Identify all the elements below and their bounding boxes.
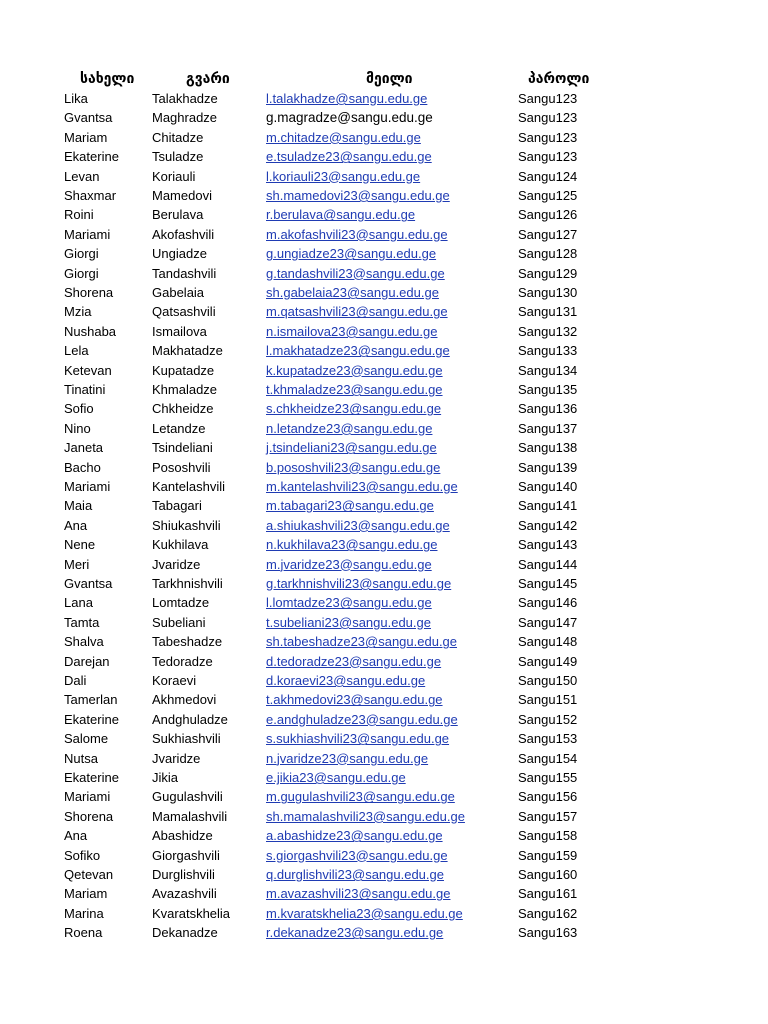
table-row bbox=[0, 613, 768, 632]
email-link[interactable]: s.chkheidze23@sangu.edu.ge bbox=[266, 401, 442, 417]
cell-email bbox=[266, 264, 445, 283]
email-link[interactable]: sh.gabelaia23@sangu.edu.ge bbox=[266, 285, 439, 300]
cell-first-name: Maia bbox=[64, 498, 93, 514]
cell-password: Sangu136 bbox=[518, 401, 578, 417]
cell-password: Sangu143 bbox=[518, 537, 578, 553]
table-row bbox=[0, 884, 768, 903]
cell-email bbox=[266, 749, 428, 768]
cell-last-name: Tsindeliani bbox=[152, 440, 213, 456]
cell-last-name: Berulava bbox=[152, 207, 204, 223]
cell-password: Sangu125 bbox=[518, 188, 578, 203]
cell-email bbox=[266, 322, 437, 341]
email-link[interactable]: g.ungiadze23@sangu.edu.ge bbox=[266, 246, 437, 262]
header-email: მეილი bbox=[366, 71, 413, 87]
table-row bbox=[0, 768, 768, 787]
cell-first-name: Giorgi bbox=[64, 246, 99, 262]
table-row bbox=[0, 555, 768, 574]
cell-last-name: Makhatadze bbox=[152, 343, 223, 359]
cell-password: Sangu147 bbox=[518, 614, 578, 630]
table-row bbox=[0, 147, 768, 166]
cell-first-name: Janeta bbox=[64, 440, 104, 456]
cell-last-name: Tandashvili bbox=[152, 265, 217, 281]
table-row bbox=[0, 477, 768, 496]
email-link[interactable]: m.kvaratskhelia23@sangu.edu.ge bbox=[266, 905, 463, 921]
email-link[interactable]: n.ismailova23@sangu.edu.ge bbox=[266, 323, 438, 339]
email-link[interactable]: k.kupatadze23@sangu.edu.ge bbox=[266, 362, 443, 378]
cell-last-name: Mamalashvili bbox=[152, 808, 228, 824]
email-link[interactable]: m.gugulashvili23@sangu.edu.ge bbox=[266, 789, 455, 805]
cell-first-name: Ana bbox=[64, 828, 88, 844]
table-row bbox=[0, 690, 768, 709]
table-row bbox=[0, 108, 768, 127]
cell-first-name: Sofio bbox=[64, 401, 94, 417]
cell-password: Sangu161 bbox=[518, 886, 578, 902]
email-link[interactable]: m.kantelashvili23@sangu.edu.ge bbox=[266, 479, 458, 494]
table-row bbox=[0, 361, 768, 380]
cell-first-name: Tinatini bbox=[64, 382, 106, 397]
cell-last-name: Dekanadze bbox=[152, 925, 218, 941]
cell-email bbox=[266, 535, 438, 554]
cell-last-name: Tabagari bbox=[152, 498, 202, 514]
email-link[interactable]: t.subeliani23@sangu.edu.ge bbox=[266, 614, 431, 630]
email-link[interactable]: m.jvaridze23@sangu.edu.ge bbox=[266, 556, 432, 572]
cell-email bbox=[266, 361, 443, 380]
email-link[interactable]: r.berulava@sangu.edu.ge bbox=[266, 207, 416, 223]
table-row bbox=[0, 205, 768, 224]
cell-first-name: Lika bbox=[64, 91, 88, 106]
table-row bbox=[0, 458, 768, 477]
cell-email bbox=[266, 690, 443, 709]
cell-last-name: Tabeshadze bbox=[152, 634, 223, 650]
cell-password: Sangu142 bbox=[518, 517, 578, 533]
cell-password: Sangu126 bbox=[518, 207, 578, 223]
cell-password: Sangu123 bbox=[518, 91, 578, 106]
table-row bbox=[0, 186, 768, 205]
cell-first-name: Nutsa bbox=[64, 750, 98, 766]
cell-first-name: Ekaterine bbox=[64, 711, 119, 727]
header-password: პაროლი bbox=[528, 71, 590, 87]
email-link[interactable]: s.giorgashvili23@sangu.edu.ge bbox=[266, 847, 448, 863]
table-row bbox=[0, 89, 768, 108]
cell-password: Sangu141 bbox=[518, 498, 578, 514]
email-link[interactable]: b.pososhvili23@sangu.edu.ge bbox=[266, 459, 441, 475]
cell-password: Sangu130 bbox=[518, 285, 578, 300]
cell-email bbox=[266, 574, 451, 593]
cell-first-name: Ketevan bbox=[64, 362, 112, 378]
table-row bbox=[0, 322, 768, 341]
cell-first-name: Salome bbox=[64, 731, 109, 747]
cell-password: Sangu156 bbox=[518, 789, 578, 805]
cell-last-name: Jvaridze bbox=[152, 556, 201, 572]
cell-password: Sangu132 bbox=[518, 323, 578, 339]
cell-last-name: Shiukashvili bbox=[152, 517, 221, 533]
cell-email bbox=[266, 671, 425, 690]
email-link[interactable]: l.lomtadze23@sangu.edu.ge bbox=[266, 595, 432, 611]
cell-last-name: Kukhilava bbox=[152, 537, 209, 553]
cell-email bbox=[266, 108, 433, 127]
cell-last-name: Lomtadze bbox=[152, 595, 210, 611]
cell-password: Sangu157 bbox=[518, 808, 578, 824]
cell-email bbox=[266, 167, 420, 186]
table-row bbox=[0, 826, 768, 845]
table-row bbox=[0, 749, 768, 768]
email-link[interactable]: m.avazashvili23@sangu.edu.ge bbox=[266, 886, 451, 902]
cell-last-name: Tsuladze bbox=[152, 149, 204, 165]
cell-last-name: Akhmedovi bbox=[152, 692, 217, 708]
cell-password: Sangu133 bbox=[518, 343, 578, 359]
cell-password: Sangu148 bbox=[518, 634, 578, 650]
email-link[interactable]: r.dekanadze23@sangu.edu.ge bbox=[266, 925, 444, 941]
email-link[interactable]: d.tedoradze23@sangu.edu.ge bbox=[266, 653, 442, 669]
email-link[interactable]: g.tandashvili23@sangu.edu.ge bbox=[266, 265, 445, 281]
cell-last-name: Khmaladze bbox=[152, 382, 218, 397]
cell-first-name: Ekaterine bbox=[64, 149, 119, 165]
cell-last-name: Kantelashvili bbox=[152, 479, 225, 494]
cell-last-name: Chkheidze bbox=[152, 401, 214, 417]
cell-password: Sangu151 bbox=[518, 692, 578, 708]
cell-email bbox=[266, 458, 440, 477]
cell-first-name: Mariam bbox=[64, 886, 108, 902]
cell-first-name: Qetevan bbox=[64, 867, 114, 882]
cell-email bbox=[266, 593, 432, 612]
cell-email bbox=[266, 477, 458, 496]
table-row bbox=[0, 264, 768, 283]
cell-email bbox=[266, 826, 443, 845]
email-link[interactable]: e.tsuladze23@sangu.edu.ge bbox=[266, 149, 432, 165]
cell-password: Sangu153 bbox=[518, 731, 578, 747]
cell-first-name: Mariam bbox=[64, 129, 108, 145]
cell-last-name: Gabelaia bbox=[152, 285, 205, 300]
cell-password: Sangu134 bbox=[518, 362, 578, 378]
table-row bbox=[0, 535, 768, 554]
cell-last-name: Mamedovi bbox=[152, 188, 212, 203]
cell-first-name: Dali bbox=[64, 673, 87, 688]
cell-email bbox=[266, 787, 455, 806]
cell-email bbox=[266, 710, 458, 729]
cell-first-name: Shorena bbox=[64, 808, 114, 824]
cell-password: Sangu158 bbox=[518, 828, 578, 844]
email-text: g.magradze@sangu.edu.ge bbox=[266, 110, 433, 126]
cell-last-name: Subeliani bbox=[152, 614, 206, 630]
table-row bbox=[0, 923, 768, 942]
cell-password: Sangu163 bbox=[518, 925, 578, 941]
cell-email bbox=[266, 244, 436, 263]
cell-last-name: Letandze bbox=[152, 420, 206, 436]
table-row bbox=[0, 729, 768, 748]
email-link[interactable]: n.kukhilava23@sangu.edu.ge bbox=[266, 537, 438, 553]
table-row bbox=[0, 438, 768, 457]
cell-password: Sangu160 bbox=[518, 867, 578, 882]
table-row bbox=[0, 341, 768, 360]
table-row bbox=[0, 167, 768, 186]
email-link[interactable]: j.tsindeliani23@sangu.edu.ge bbox=[266, 440, 437, 456]
cell-first-name: Lana bbox=[64, 595, 93, 611]
cell-last-name: Koriauli bbox=[152, 168, 196, 184]
table-row bbox=[0, 632, 768, 651]
table-row bbox=[0, 516, 768, 535]
table-row bbox=[0, 380, 768, 399]
cell-password: Sangu159 bbox=[518, 847, 578, 863]
cell-password: Sangu131 bbox=[518, 304, 578, 320]
cell-first-name: Mariami bbox=[64, 789, 111, 805]
cell-first-name: Roini bbox=[64, 207, 94, 223]
cell-first-name: Tamerlan bbox=[64, 692, 118, 708]
email-link[interactable]: t.akhmedovi23@sangu.edu.ge bbox=[266, 692, 443, 708]
email-link[interactable]: m.chitadze@sangu.edu.ge bbox=[266, 129, 421, 145]
cell-password: Sangu162 bbox=[518, 905, 578, 921]
cell-last-name: Qatsashvili bbox=[152, 304, 216, 320]
cell-first-name: Gvantsa bbox=[64, 576, 113, 591]
cell-email bbox=[266, 419, 432, 438]
table-row bbox=[0, 496, 768, 515]
header-last-name: გვარი bbox=[186, 71, 230, 87]
cell-password: Sangu150 bbox=[518, 673, 578, 688]
cell-last-name: Kvaratskhelia bbox=[152, 905, 231, 921]
cell-password: Sangu129 bbox=[518, 265, 578, 281]
cell-password: Sangu137 bbox=[518, 420, 578, 436]
table-row bbox=[0, 846, 768, 865]
cell-email bbox=[266, 186, 450, 205]
cell-last-name: Gugulashvili bbox=[152, 789, 223, 805]
table-row bbox=[0, 302, 768, 321]
cell-first-name: Darejan bbox=[64, 653, 110, 669]
cell-email bbox=[266, 846, 448, 865]
cell-last-name: Chitadze bbox=[152, 129, 204, 145]
email-link[interactable]: sh.mamedovi23@sangu.edu.ge bbox=[266, 188, 450, 203]
cell-last-name: Jvaridze bbox=[152, 750, 201, 766]
cell-password: Sangu127 bbox=[518, 226, 578, 242]
cell-password: Sangu152 bbox=[518, 711, 578, 727]
email-link[interactable]: g.tarkhnishvili23@sangu.edu.ge bbox=[266, 576, 452, 591]
cell-last-name: Tarkhnishvili bbox=[152, 576, 223, 591]
cell-email bbox=[266, 632, 457, 651]
cell-last-name: Koraevi bbox=[152, 673, 197, 688]
email-link[interactable]: s.sukhiashvili23@sangu.edu.ge bbox=[266, 731, 450, 747]
cell-last-name: Sukhiashvili bbox=[152, 731, 221, 747]
email-link[interactable]: l.makhatadze23@sangu.edu.ge bbox=[266, 343, 450, 359]
email-link[interactable]: e.jikia23@sangu.edu.ge bbox=[266, 770, 406, 785]
cell-email bbox=[266, 302, 448, 321]
table-row bbox=[0, 225, 768, 244]
cell-password: Sangu138 bbox=[518, 440, 578, 456]
email-link[interactable]: a.abashidze23@sangu.edu.ge bbox=[266, 828, 443, 844]
cell-email bbox=[266, 380, 443, 399]
table-row bbox=[0, 574, 768, 593]
cell-first-name: Lela bbox=[64, 343, 89, 359]
email-link[interactable]: a.shiukashvili23@sangu.edu.ge bbox=[266, 517, 450, 533]
cell-first-name: Gvantsa bbox=[64, 110, 113, 126]
cell-last-name: Tedoradze bbox=[152, 653, 213, 669]
email-link[interactable]: n.jvaridze23@sangu.edu.ge bbox=[266, 750, 429, 766]
cell-last-name: Ismailova bbox=[152, 323, 207, 339]
cell-last-name: Kupatadze bbox=[152, 362, 215, 378]
email-link[interactable]: q.durglishvili23@sangu.edu.ge bbox=[266, 867, 444, 882]
cell-first-name: Shaxmar bbox=[64, 188, 117, 203]
table-row bbox=[0, 399, 768, 418]
table-row bbox=[0, 244, 768, 263]
cell-email bbox=[266, 89, 427, 108]
cell-first-name: Nushaba bbox=[64, 323, 117, 339]
cell-first-name: Meri bbox=[64, 556, 90, 572]
cell-first-name: Levan bbox=[64, 168, 100, 184]
cell-email bbox=[266, 613, 431, 632]
header-first-name: სახელი bbox=[80, 71, 135, 87]
table-row bbox=[0, 865, 768, 884]
cell-last-name: Avazashvili bbox=[152, 886, 217, 902]
cell-email bbox=[266, 205, 415, 224]
cell-first-name: Shorena bbox=[64, 285, 114, 300]
cell-last-name: Ungiadze bbox=[152, 246, 207, 262]
table-row bbox=[0, 593, 768, 612]
email-link[interactable]: m.tabagari23@sangu.edu.ge bbox=[266, 498, 434, 514]
email-link[interactable]: d.koraevi23@sangu.edu.ge bbox=[266, 673, 426, 688]
email-link[interactable]: l.talakhadze@sangu.edu.ge bbox=[266, 91, 428, 106]
cell-email bbox=[266, 884, 450, 903]
cell-first-name: Roena bbox=[64, 925, 103, 941]
cell-email bbox=[266, 807, 465, 826]
table-row bbox=[0, 807, 768, 826]
cell-first-name: Mariami bbox=[64, 479, 111, 494]
cell-first-name: Tamta bbox=[64, 614, 100, 630]
cell-last-name: Pososhvili bbox=[152, 459, 211, 475]
email-link[interactable]: sh.tabeshadze23@sangu.edu.ge bbox=[266, 634, 458, 650]
email-link[interactable]: m.qatsashvili23@sangu.edu.ge bbox=[266, 304, 448, 320]
cell-first-name: Bacho bbox=[64, 459, 101, 475]
table-row bbox=[0, 652, 768, 671]
cell-password: Sangu139 bbox=[518, 459, 578, 475]
cell-email bbox=[266, 496, 434, 515]
cell-email bbox=[266, 283, 439, 302]
cell-email bbox=[266, 438, 437, 457]
email-link[interactable]: sh.mamalashvili23@sangu.edu.ge bbox=[266, 808, 465, 824]
cell-first-name: Nino bbox=[64, 420, 91, 436]
cell-last-name: Andghuladze bbox=[152, 711, 228, 727]
cell-first-name: Mzia bbox=[64, 304, 92, 320]
email-link[interactable]: l.koriauli23@sangu.edu.ge bbox=[266, 168, 421, 184]
cell-email bbox=[266, 729, 449, 748]
cell-email bbox=[266, 147, 432, 166]
cell-first-name: Shalva bbox=[64, 634, 104, 650]
cell-first-name: Mariami bbox=[64, 226, 111, 242]
cell-password: Sangu155 bbox=[518, 770, 578, 785]
cell-email bbox=[266, 923, 443, 942]
cell-first-name: Ana bbox=[64, 517, 88, 533]
cell-password: Sangu123 bbox=[518, 110, 578, 126]
cell-password: Sangu149 bbox=[518, 653, 578, 669]
cell-email bbox=[266, 555, 432, 574]
cell-last-name: Jikia bbox=[152, 770, 179, 785]
cell-email bbox=[266, 768, 406, 787]
cell-email bbox=[266, 341, 450, 360]
cell-last-name: Akofashvili bbox=[152, 226, 215, 242]
cell-password: Sangu135 bbox=[518, 382, 578, 397]
cell-password: Sangu128 bbox=[518, 246, 578, 262]
cell-last-name: Maghradze bbox=[152, 110, 218, 126]
cell-password: Sangu145 bbox=[518, 576, 578, 591]
cell-password: Sangu140 bbox=[518, 479, 578, 494]
cell-email bbox=[266, 652, 441, 671]
cell-last-name: Talakhadze bbox=[152, 91, 218, 106]
cell-password: Sangu146 bbox=[518, 595, 578, 611]
cell-email bbox=[266, 904, 463, 923]
table-row bbox=[0, 283, 768, 302]
cell-last-name: Abashidze bbox=[152, 828, 213, 844]
cell-last-name: Durglishvili bbox=[152, 867, 215, 882]
cell-email bbox=[266, 865, 444, 884]
email-link[interactable]: e.andghuladze23@sangu.edu.ge bbox=[266, 711, 458, 727]
cell-password: Sangu123 bbox=[518, 149, 578, 165]
cell-email bbox=[266, 516, 450, 535]
table-row bbox=[0, 128, 768, 147]
cell-password: Sangu123 bbox=[518, 129, 578, 145]
cell-first-name: Ekaterine bbox=[64, 770, 119, 785]
cell-last-name: Giorgashvili bbox=[152, 847, 220, 863]
cell-email bbox=[266, 225, 448, 244]
cell-email bbox=[266, 128, 421, 147]
email-link[interactable]: m.akofashvili23@sangu.edu.ge bbox=[266, 226, 448, 242]
table-row bbox=[0, 710, 768, 729]
table-row bbox=[0, 419, 768, 438]
cell-first-name: Nene bbox=[64, 537, 96, 553]
cell-first-name: Sofiko bbox=[64, 847, 101, 863]
table-row bbox=[0, 904, 768, 923]
email-link[interactable]: t.khmaladze23@sangu.edu.ge bbox=[266, 382, 443, 397]
cell-first-name: Giorgi bbox=[64, 265, 99, 281]
cell-first-name: Marina bbox=[64, 905, 104, 921]
cell-password: Sangu144 bbox=[518, 556, 578, 572]
cell-password: Sangu124 bbox=[518, 168, 578, 184]
email-link[interactable]: n.letandze23@sangu.edu.ge bbox=[266, 420, 433, 436]
cell-email bbox=[266, 399, 441, 418]
table-row bbox=[0, 671, 768, 690]
cell-password: Sangu154 bbox=[518, 750, 578, 766]
table-row bbox=[0, 787, 768, 806]
